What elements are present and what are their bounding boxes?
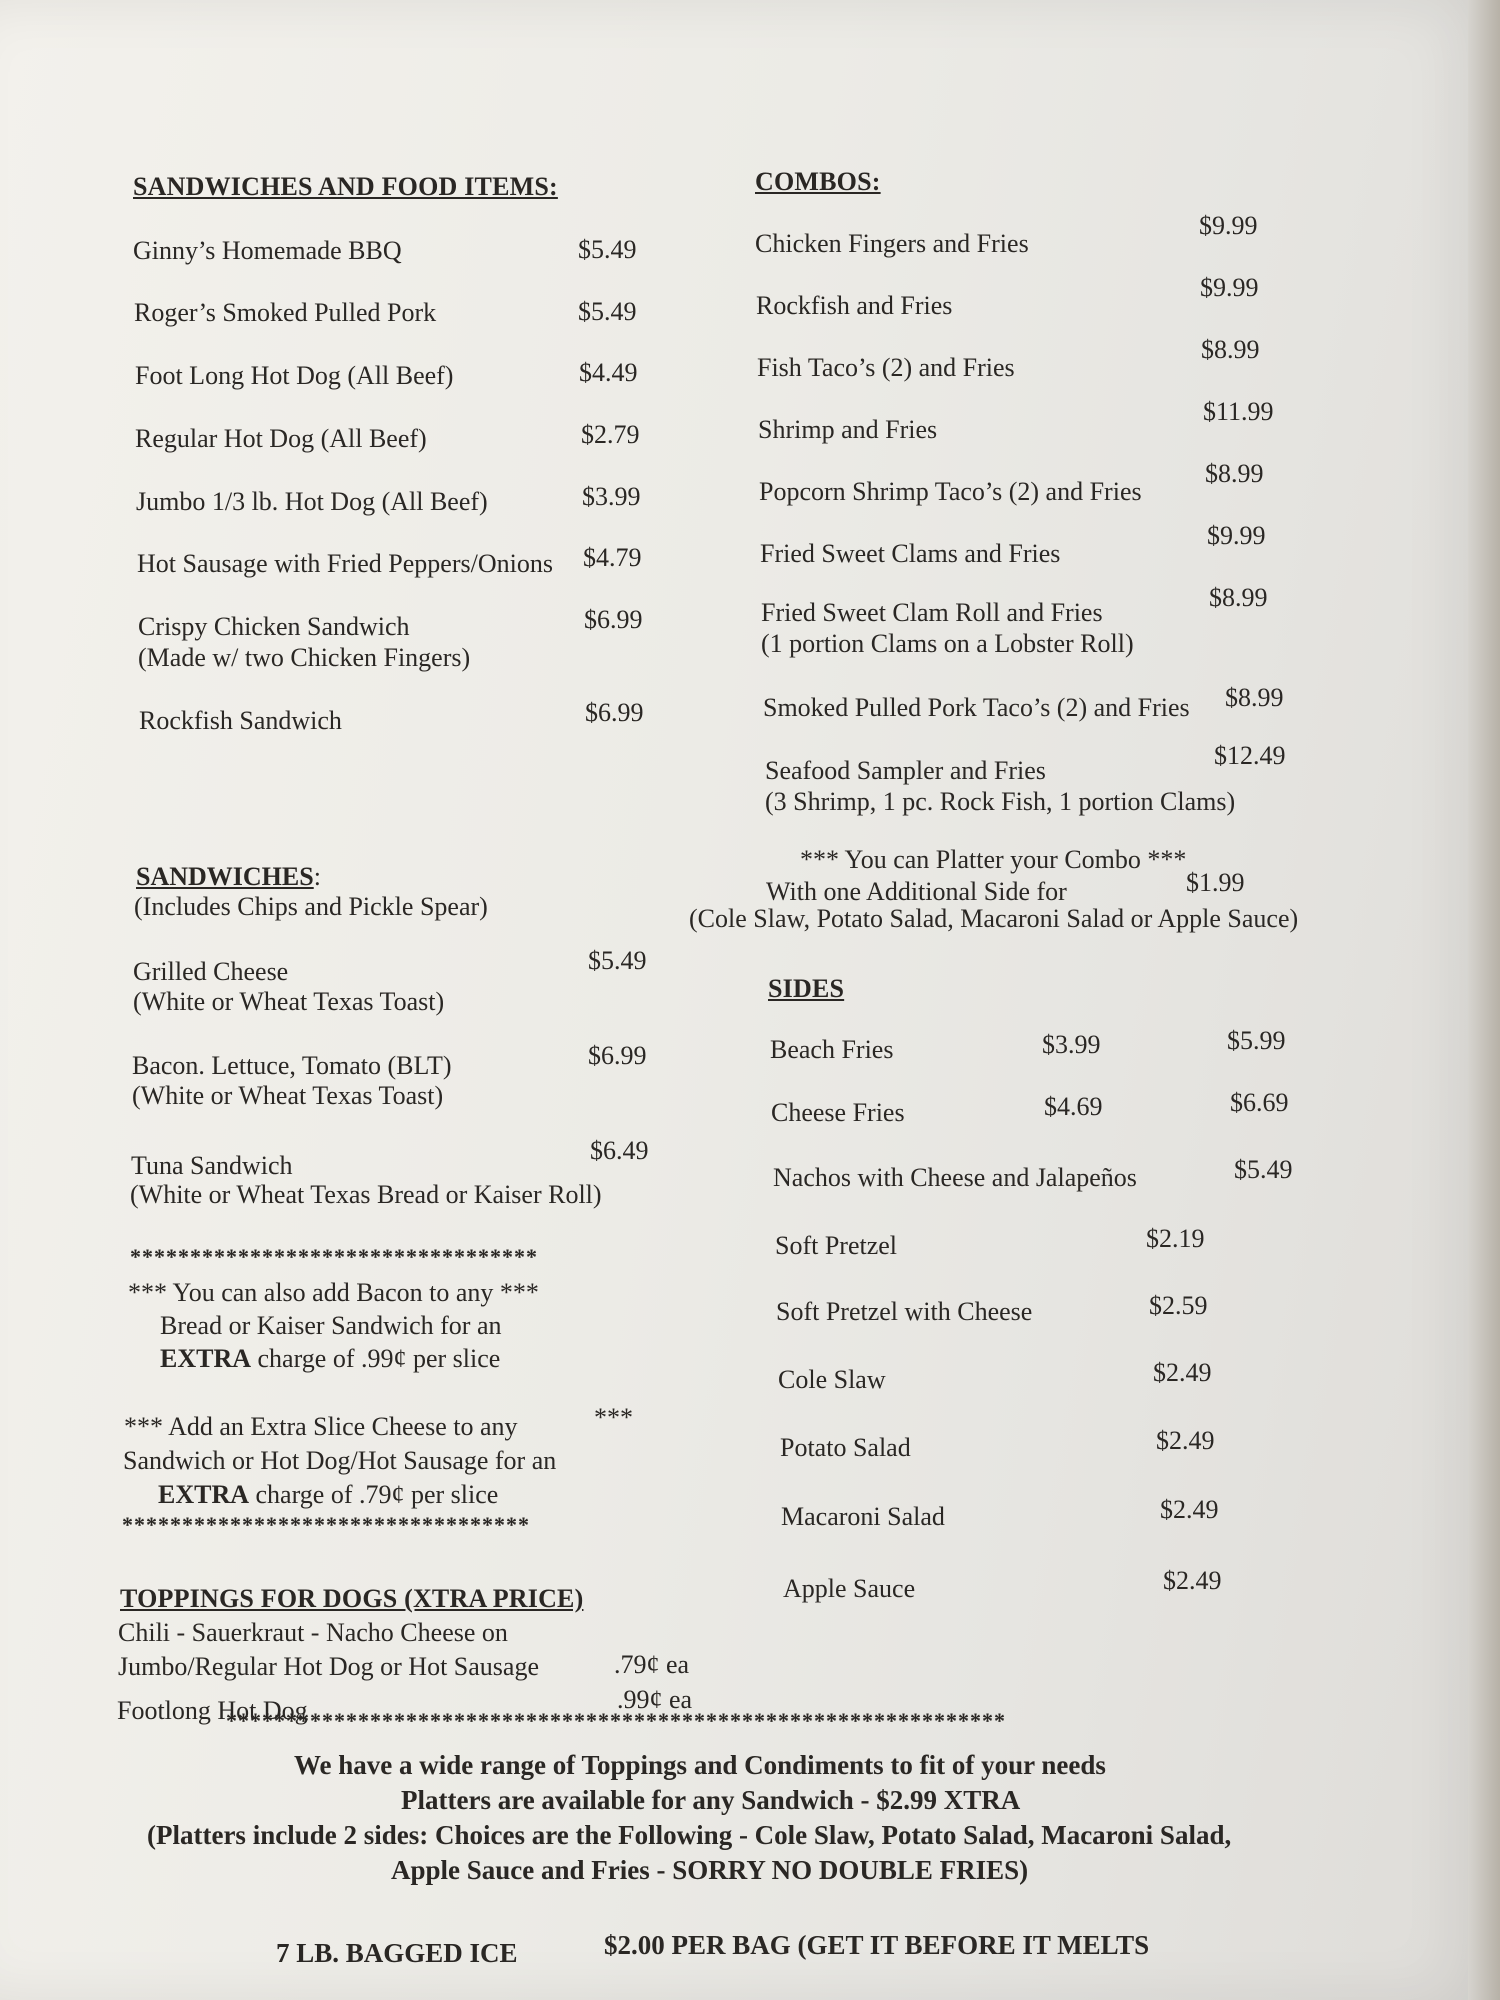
- extra-label: EXTRA: [160, 1344, 252, 1373]
- side-item-name: Nachos with Cheese and Jalapeños: [773, 1163, 1137, 1192]
- menu-item-price: $6.99: [588, 1041, 647, 1070]
- menu-item-note: (White or Wheat Texas Toast): [132, 1081, 444, 1110]
- combo-item-price: $8.99: [1201, 335, 1260, 364]
- menu-item-name: Crispy Chicken Sandwich: [138, 612, 410, 641]
- menu-item-note: (White or Wheat Texas Bread or Kaiser Roll): [130, 1180, 602, 1209]
- combo-item-name: Seafood Sampler and Fries: [765, 756, 1046, 785]
- combo-item-name: Fish Taco’s (2) and Fries: [757, 353, 1015, 382]
- section-heading-toppings: TOPPINGS FOR DOGS (XTRA PRICE): [120, 1584, 584, 1613]
- platter-note-line: *** You can Platter your Combo ***: [800, 845, 1187, 874]
- menu-item-name: Regular Hot Dog (All Beef): [135, 424, 427, 453]
- side-item-price-small: $3.99: [1042, 1030, 1101, 1059]
- side-item-name: Macaroni Salad: [781, 1502, 945, 1531]
- side-item-price: $2.19: [1146, 1224, 1205, 1253]
- menu-item-note: (White or Wheat Texas Toast): [133, 987, 445, 1016]
- menu-item-name: Hot Sausage with Fried Peppers/Onions: [137, 549, 553, 578]
- side-item-price: $2.49: [1153, 1358, 1212, 1387]
- side-item-name: Cole Slaw: [778, 1365, 886, 1394]
- section-heading-combos: COMBOS:: [755, 167, 881, 196]
- side-item-price-large: $5.99: [1227, 1026, 1286, 1055]
- section-heading-sides: SIDES: [768, 974, 845, 1003]
- combo-item-name: Chicken Fingers and Fries: [755, 229, 1029, 258]
- combo-item-price: $9.99: [1200, 273, 1259, 302]
- platter-note-line: With one Additional Side for: [766, 877, 1067, 906]
- side-item-name: Apple Sauce: [783, 1574, 916, 1603]
- toppings-price: .99¢ ea: [617, 1685, 693, 1714]
- combo-item-name: Shrimp and Fries: [758, 415, 938, 444]
- side-item-name: Beach Fries: [770, 1035, 894, 1064]
- menu-item-price: $5.49: [588, 946, 647, 975]
- ice-price: $2.00 PER BAG (GET IT BEFORE IT MELTS: [604, 1930, 1150, 1960]
- menu-item-name: Grilled Cheese: [133, 957, 289, 986]
- toppings-price: .79¢ ea: [614, 1650, 690, 1679]
- bacon-note-line: [160, 1343, 500, 1374]
- combo-item-price: $8.99: [1225, 683, 1284, 712]
- cheese-charge-text: charge of .79¢ per slice: [249, 1480, 499, 1509]
- ice-label: 7 LB. BAGGED ICE: [276, 1938, 518, 1968]
- combo-item-price: $8.99: [1205, 459, 1264, 488]
- menu-item-price: $4.79: [583, 543, 642, 572]
- platter-price: $1.99: [1186, 868, 1245, 897]
- side-item-price-small: $4.69: [1044, 1092, 1103, 1121]
- combo-item-name: Smoked Pulled Pork Taco’s (2) and Fries: [763, 693, 1190, 722]
- combo-item-price: $8.99: [1209, 583, 1268, 612]
- menu-item-name: Rockfish Sandwich: [139, 706, 342, 735]
- menu-item-price: $3.99: [582, 482, 641, 511]
- extra-label: EXTRA: [158, 1480, 250, 1509]
- side-item-name: Soft Pretzel with Cheese: [776, 1297, 1033, 1326]
- toppings-line: Chili - Sauerkraut - Nacho Cheese on: [118, 1618, 508, 1647]
- menu-item-note: (Made w/ two Chicken Fingers): [138, 643, 471, 672]
- footer-line: Apple Sauce and Fries - SORRY NO DOUBLE FRIES): [391, 1855, 1029, 1885]
- bacon-note-line: Bread or Kaiser Sandwich for an: [160, 1311, 502, 1340]
- page-edge: [1468, 0, 1500, 2000]
- menu-item-price: $6.99: [585, 698, 644, 727]
- menu-item-name: Roger’s Smoked Pulled Pork: [134, 298, 437, 327]
- combo-item-name: Popcorn Shrimp Taco’s (2) and Fries: [759, 477, 1142, 506]
- platter-note-line: (Cole Slaw, Potato Salad, Macaroni Salad or Apple Sauce): [689, 904, 1299, 933]
- cheese-note-line: *** Add an Extra Slice Cheese to any: [124, 1412, 518, 1441]
- side-item-price-large: $6.69: [1230, 1088, 1289, 1117]
- combo-item-price: $9.99: [1199, 211, 1258, 240]
- menu-item-price: $4.49: [579, 358, 638, 387]
- section-heading-sandwiches-food: SANDWICHES AND FOOD ITEMS:: [133, 172, 558, 201]
- toppings-line: Jumbo/Regular Hot Dog or Hot Sausage: [118, 1652, 540, 1681]
- combo-item-note: (1 portion Clams on a Lobster Roll): [761, 629, 1134, 658]
- combo-item-name: Fried Sweet Clam Roll and Fries: [761, 598, 1103, 627]
- side-item-price: $2.49: [1156, 1426, 1215, 1455]
- side-item-price: $2.59: [1149, 1291, 1208, 1320]
- stars-divider: **********************************: [130, 1244, 538, 1269]
- combo-item-name: Fried Sweet Clams and Fries: [760, 539, 1061, 568]
- combo-item-name: Rockfish and Fries: [756, 291, 953, 320]
- toppings-line: Footlong Hot Dog: [117, 1696, 308, 1725]
- bacon-note-line: *** You can also add Bacon to any ***: [128, 1278, 539, 1307]
- footer-line: We have a wide range of Toppings and Condiments to fit of your needs: [294, 1750, 1106, 1780]
- menu-item-name: Tuna Sandwich: [131, 1151, 293, 1180]
- menu-item-price: $6.49: [590, 1136, 649, 1165]
- combo-item-price: $9.99: [1207, 521, 1266, 550]
- side-item-price: $2.49: [1163, 1566, 1222, 1595]
- section-subtitle: (Includes Chips and Pickle Spear): [134, 892, 488, 921]
- footer-line: (Platters include 2 sides: Choices are the Following - Cole Slaw, Potato Salad, Macaroni Salad,: [147, 1820, 1232, 1850]
- menu-item-price: $6.99: [584, 605, 643, 634]
- sandwiches-heading-text: SANDWICHES: [136, 862, 314, 891]
- bacon-charge-text: charge of .99¢ per slice: [251, 1344, 501, 1373]
- footer-line: Platters are available for any Sandwich - $2.99 XTRA: [401, 1785, 1021, 1815]
- cheese-note-line: [158, 1479, 498, 1510]
- side-item-price-large: $5.49: [1234, 1155, 1293, 1184]
- menu-item-name: Bacon. Lettuce, Tomato (BLT): [132, 1051, 452, 1080]
- side-item-name: Soft Pretzel: [775, 1231, 898, 1260]
- menu-item-name: Jumbo 1/3 lb. Hot Dog (All Beef): [136, 487, 488, 516]
- side-item-name: Cheese Fries: [771, 1098, 905, 1127]
- combo-item-price: $11.99: [1203, 397, 1274, 426]
- stars-divider: *****************************************************************: [226, 1708, 1006, 1733]
- cheese-note-line: Sandwich or Hot Dog/Hot Sausage for an: [123, 1446, 557, 1475]
- menu-item-name: Foot Long Hot Dog (All Beef): [135, 361, 454, 390]
- section-heading-sandwiches: [136, 862, 321, 892]
- stars-divider: **********************************: [122, 1512, 530, 1537]
- sandwiches-heading-suffix: :: [313, 862, 321, 891]
- combo-item-note: (3 Shrimp, 1 pc. Rock Fish, 1 portion Clams): [765, 787, 1236, 816]
- menu-item-name: Ginny’s Homemade BBQ: [133, 236, 402, 265]
- combo-item-price: $12.49: [1214, 741, 1286, 770]
- side-item-name: Potato Salad: [780, 1433, 911, 1462]
- menu-item-price: $5.49: [578, 297, 637, 326]
- cheese-note-stars: ***: [594, 1403, 633, 1432]
- menu-item-price: $5.49: [578, 235, 637, 264]
- menu-item-price: $2.79: [581, 420, 640, 449]
- side-item-price: $2.49: [1160, 1495, 1219, 1524]
